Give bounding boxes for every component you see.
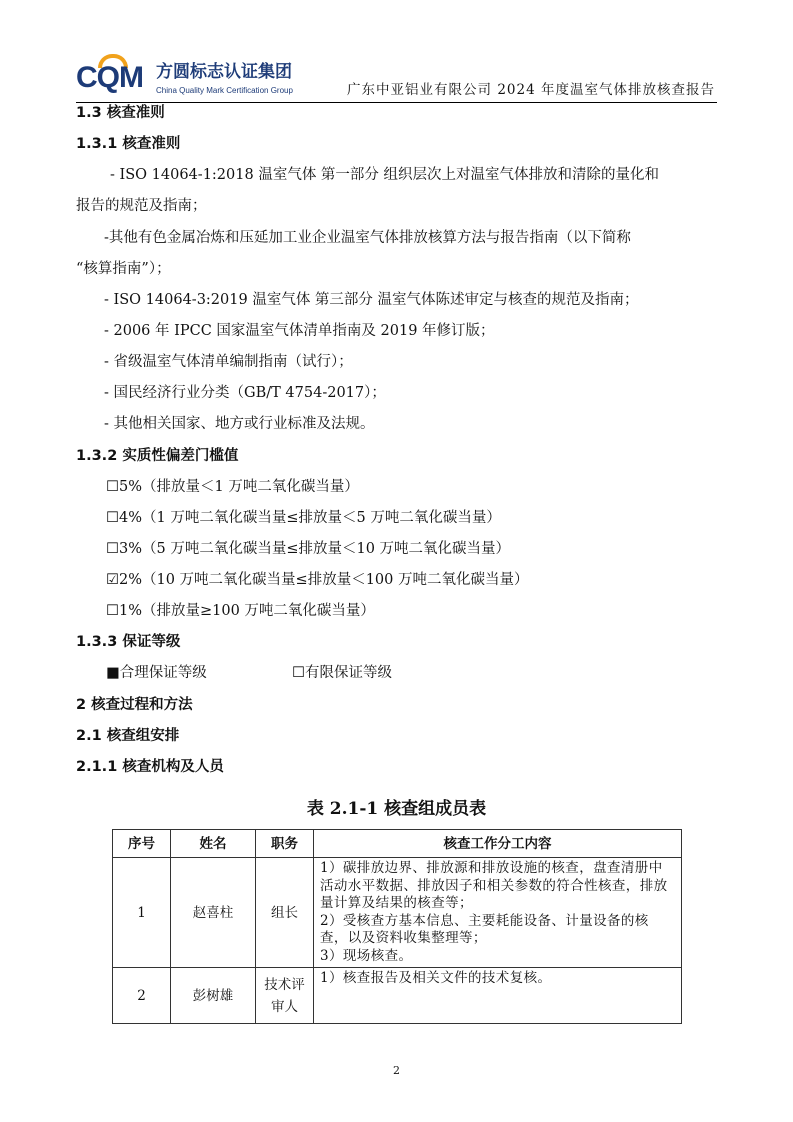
logo-mark: CQM: [76, 61, 143, 94]
assurance-limited: ☐有限保证等级: [292, 665, 392, 681]
paragraph: - 2006 年 IPCC 国家温室气体清单指南及 2019 年修订版；: [104, 323, 495, 339]
heading-2-1: 2.1 核查组安排: [76, 728, 180, 744]
logo-cn: 方圆标志认证集团: [156, 62, 292, 82]
paragraph: - ISO 14064-3:2019 温室气体 第三部分 温室气体陈述审定与核查的规范及指南；: [104, 292, 639, 308]
heading-1-3-2: 1.3.2 实质性偏差门槛值: [76, 448, 239, 464]
cell-no: 2: [113, 968, 171, 1024]
paragraph: - ISO 14064-1:2018 温室气体 第一部分 组织层次上对温室气体排放和清除的量化和: [110, 167, 660, 183]
cell-name: 彭树雄: [171, 968, 256, 1024]
heading-1-3-3: 1.3.3 保证等级: [76, 634, 181, 650]
cell-duties: 1）碳排放边界、排放源和排放设施的核查，盘查清册中活动水平数据、排放因子和相关参数的符合性核查，排放量计算及结果的核查等； 2）受核查方基本信息、主要耗能设备、计量设备的核查，以及资料收集整理等； 3）现场核查。: [314, 858, 682, 968]
heading-1-3-1: 1.3.1 核查准则: [76, 136, 181, 152]
threshold-option: ☐5%（排放量＜1 万吨二氧化碳当量）: [106, 479, 359, 495]
logo-en: China Quality Mark Certification Group: [156, 86, 293, 95]
table-row: [113, 968, 682, 1024]
heading-2-1-1: 2.1.1 核查机构及人员: [76, 759, 224, 775]
heading-2: 2 核查过程和方法: [76, 697, 193, 713]
cell-name: 赵喜柱: [171, 858, 256, 968]
paragraph: -其他有色金属冶炼和压延加工业企业温室气体排放核算方法与报告指南（以下简称: [104, 230, 631, 246]
header-cell: 序号: [113, 830, 171, 858]
paragraph: “核算指南”）；: [76, 261, 171, 277]
paragraph: - 省级温室气体清单编制指南（试行）；: [104, 354, 353, 370]
threshold-option: ☐1%（排放量≥100 万吨二氧化碳当量）: [106, 603, 375, 619]
table-header-row: [113, 830, 682, 858]
header-divider: [76, 102, 717, 103]
paragraph: - 其他相关国家、地方或行业标准及法规。: [104, 416, 375, 432]
header-cell: 姓名: [171, 830, 256, 858]
cell-duties: 1）核查报告及相关文件的技术复核。: [314, 968, 682, 1024]
threshold-option: ☐3%（5 万吨二氧化碳当量≤排放量＜10 万吨二氧化碳当量）: [106, 541, 511, 557]
header-cell: 职务: [256, 830, 314, 858]
cell-role: 技术评审人: [256, 968, 314, 1024]
table-row: [113, 858, 682, 968]
page-number: 2: [393, 1064, 400, 1077]
threshold-option-checked: ☑2%（10 万吨二氧化碳当量≤排放量＜100 万吨二氧化碳当量）: [106, 572, 529, 588]
paragraph: 报告的规范及指南；: [76, 198, 207, 214]
assurance-reasonable: ■合理保证等级: [106, 665, 207, 681]
table-caption: 表 2.1-1 核查组成员表: [306, 799, 487, 819]
team-table: [112, 829, 682, 1024]
cell-role: 组长: [256, 858, 314, 968]
threshold-option: ☐4%（1 万吨二氧化碳当量≤排放量＜5 万吨二氧化碳当量）: [106, 510, 501, 526]
header-cell: 核查工作分工内容: [314, 830, 682, 858]
paragraph: - 国民经济行业分类（GB/T 4754-2017）；: [104, 385, 386, 401]
cell-no: 1: [113, 858, 171, 968]
heading-1-3: 1.3 核查准则: [76, 105, 165, 121]
report-title: 广东中亚铝业有限公司 2024 年度温室气体排放核查报告: [347, 82, 715, 98]
